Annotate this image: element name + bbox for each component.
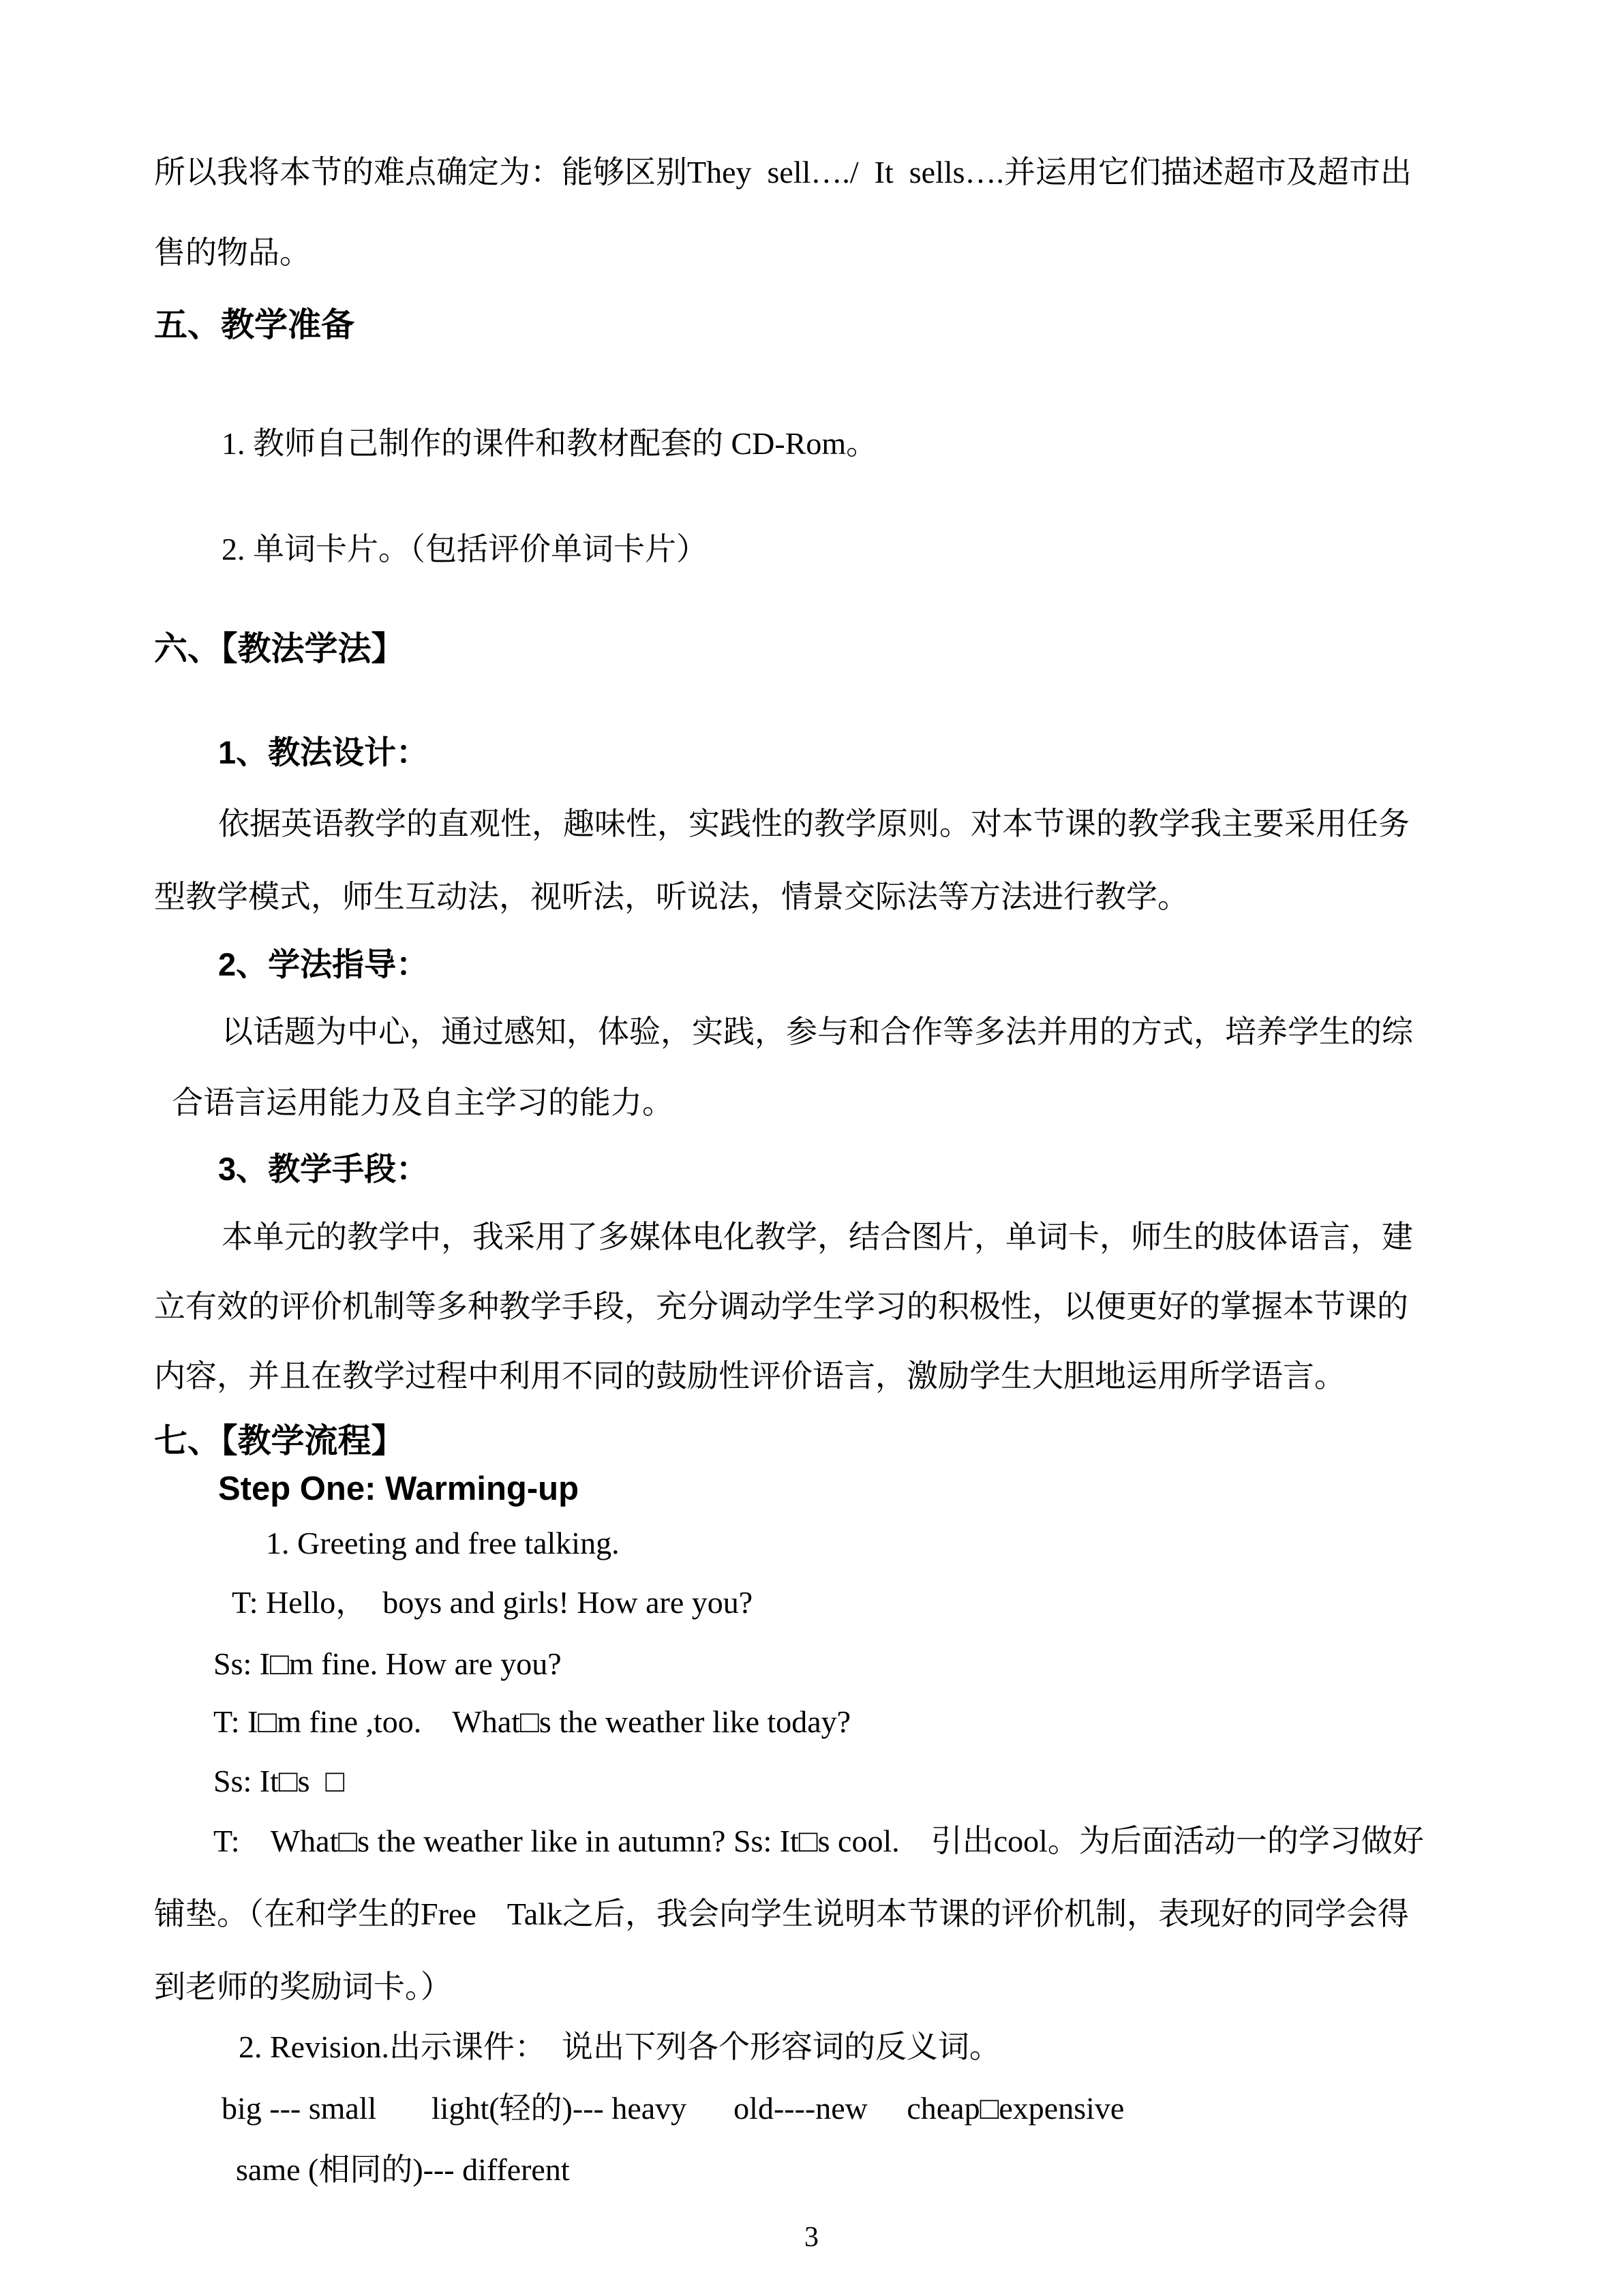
heading-7-teaching-process: 七、【教学流程】 (154, 1423, 405, 1460)
para-method-design-line-1: 依据英语教学的直观性，趣味性，实践性的教学原则。对本节课的教学我主要采用任务 (218, 806, 1410, 841)
para-teaching-means-line-1: 本单元的教学中，我采用了多媒体电化教学，结合图片，单词卡，师生的肢体语言，建 (222, 1220, 1413, 1254)
step-one-heading: Step One: Warming-up (218, 1470, 579, 1507)
para-method-design-line-2: 型教学模式，师生互动法，视听法，听说法，情景交际法等方法进行教学。 (154, 879, 1189, 914)
antonyms-line-1: big --- small light(轻的)--- heavy old----new cheap□expensive (222, 2091, 1125, 2126)
para-difficulty-line-1: 所以我将本节的难点确定为：能够区别They sell…./ It sells….并运用它们描述超市及超市出 (154, 155, 1412, 190)
dialogue-t-fine-too: T: I□m fine ,too. What□s the weather like today? (213, 1704, 851, 1739)
subheading-learning-guidance: 2、学法指导： (218, 946, 429, 982)
subheading-teaching-means: 3、教学手段： (218, 1151, 429, 1187)
dialogue-ss-fine: Ss: I□m fine. How are you? (213, 1646, 562, 1681)
para-autumn-line-1: T: What□s the weather like in autumn? Ss: It□s cool. 引出cool。为后面活动一的学习做好 (213, 1824, 1424, 1858)
step-item-revision: 2. Revision.出示课件： 说出下列各个形容词的反义词。 (239, 2029, 1001, 2064)
para-learning-guidance-line-2: 合语言运用能力及自主学习的能力。 (172, 1085, 673, 1120)
para-autumn-line-3: 到老师的奖励词卡。） (154, 1969, 452, 2004)
dialogue-ss-its: Ss: It□s □ (213, 1764, 345, 1798)
prep-item-1: 1. 教师自己制作的课件和教材配套的 CD-Rom。 (222, 426, 878, 461)
antonyms-line-2: same (相同的)--- different (236, 2152, 570, 2187)
subheading-method-design: 1、教法设计： (218, 734, 429, 770)
para-autumn-line-2: 铺垫。（在和学生的Free Talk之后，我会向学生说明本节课的评价机制，表现好的同学会得 (154, 1897, 1409, 1931)
dialogue-t-hello: T: Hello， boys and girls! How are you? (232, 1585, 753, 1620)
para-learning-guidance-line-1: 以话题为中心，通过感知，体验，实践，参与和合作等多法并用的方式，培养学生的综 (222, 1014, 1413, 1049)
prep-item-2: 2. 单词卡片。（包括评价单词卡片） (222, 532, 708, 567)
step-item-greeting: 1. Greeting and free talking. (266, 1526, 620, 1560)
heading-6-teaching-methods: 六、【教法学法】 (154, 631, 405, 667)
page-number: 3 (804, 2222, 819, 2253)
heading-5-teaching-preparation: 五、教学准备 (154, 307, 355, 344)
para-teaching-means-line-2: 立有效的评价机制等多种教学手段，充分调动学生学习的积极性，以便更好的掌握本节课的 (154, 1289, 1408, 1324)
para-difficulty-line-2: 售的物品。 (154, 235, 311, 270)
para-teaching-means-line-3: 内容，并且在教学过程中利用不同的鼓励性评价语言，激励学生大胆地运用所学语言。 (154, 1359, 1346, 1393)
